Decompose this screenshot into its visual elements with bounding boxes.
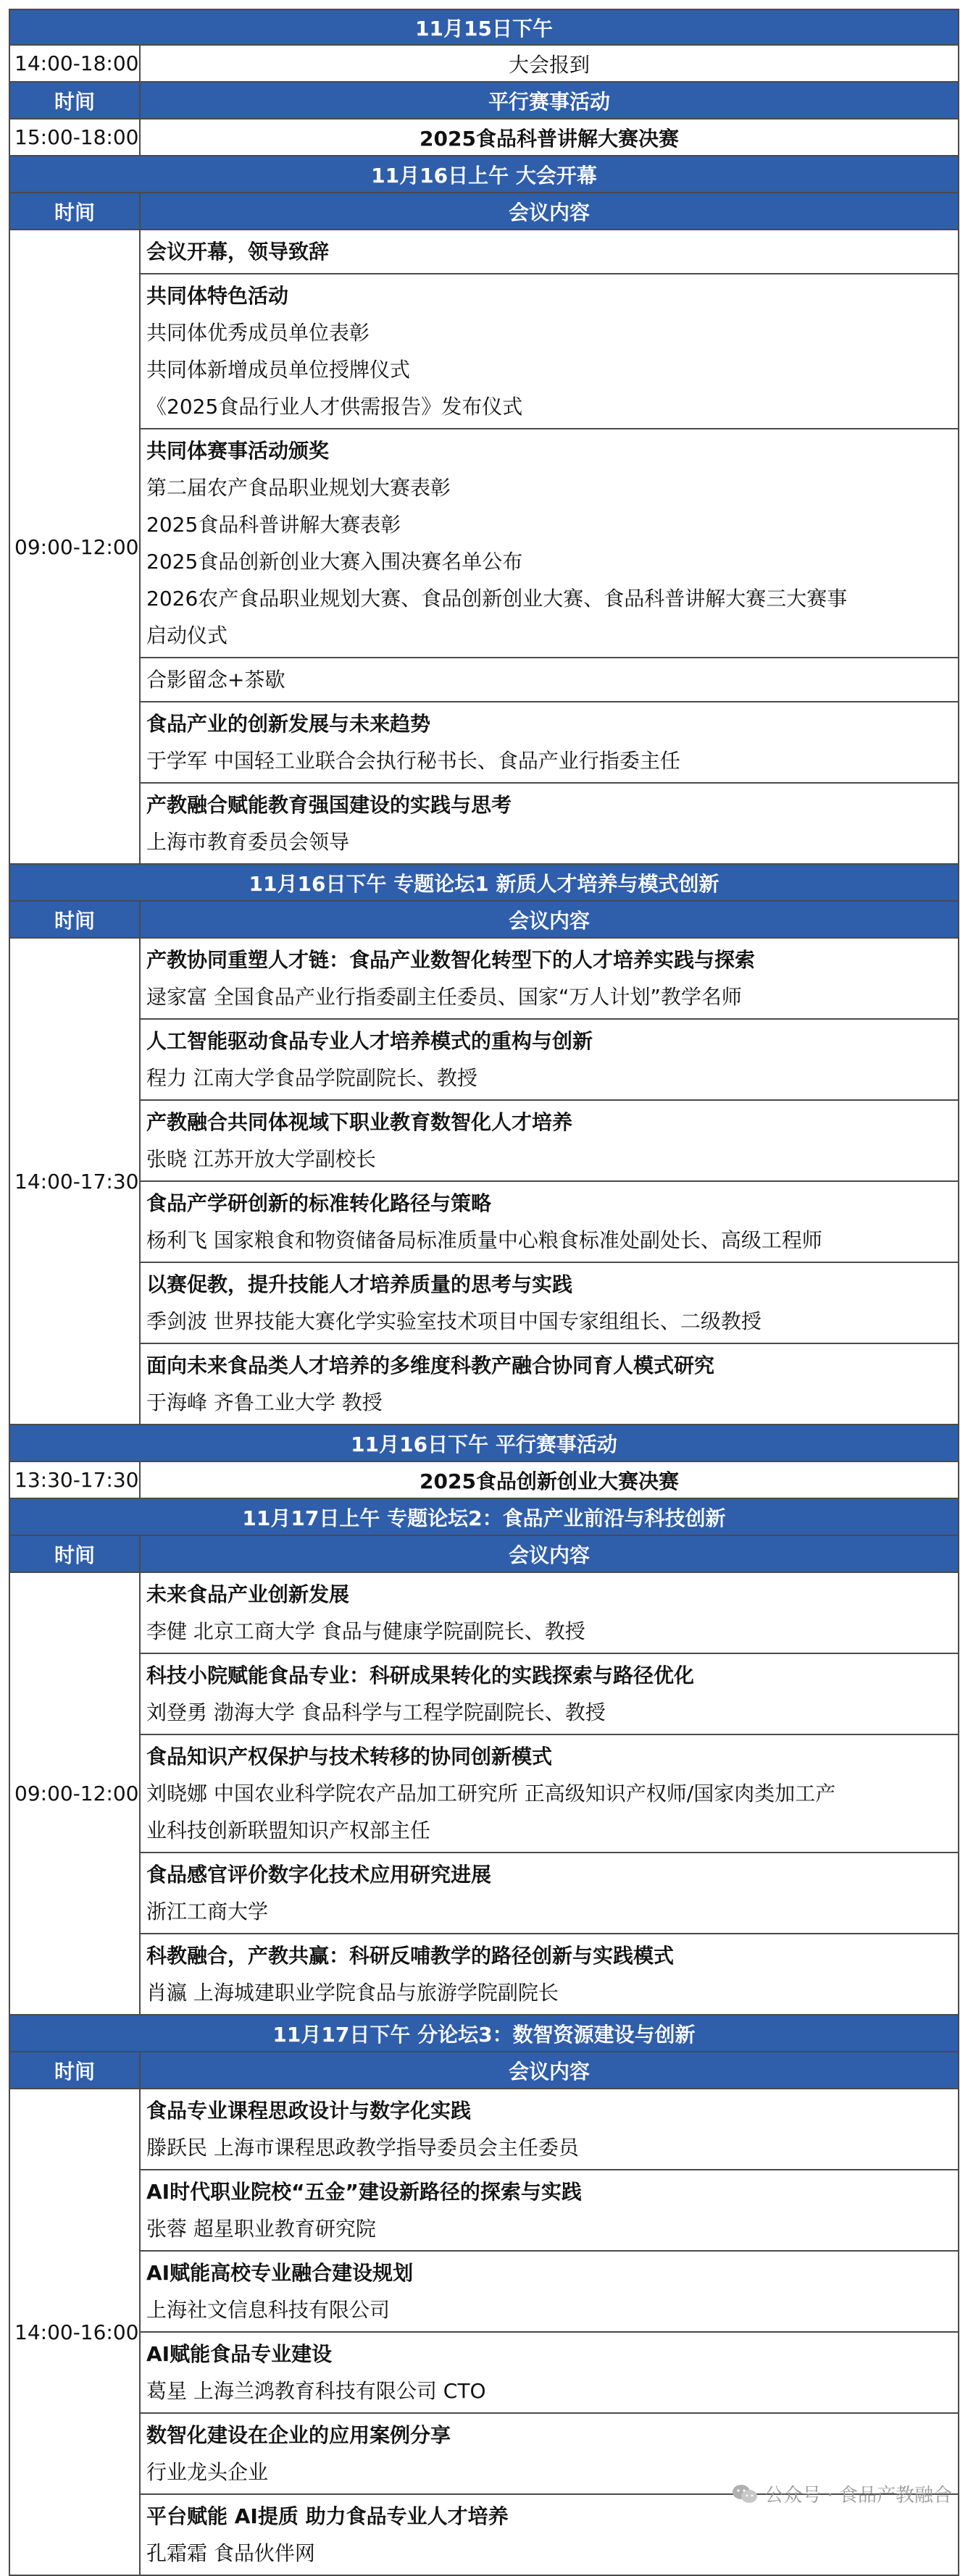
- agenda-title: AI赋能食品专业建设: [146, 2336, 955, 2372]
- agenda-detail: 张蓉 超星职业教育研究院: [146, 2210, 955, 2247]
- header-content: 会议内容: [141, 2052, 958, 2088]
- agenda-item: [141, 2089, 958, 2170]
- agenda-item: [141, 702, 958, 784]
- agenda-item: [141, 230, 958, 274]
- agenda-item: [141, 2333, 958, 2414]
- time-cell: 14:00-17:30: [10, 939, 141, 1424]
- schedule-block: [9, 939, 959, 1425]
- section-banner: 11月17日上午 专题论坛2：食品产业前沿与科技创新: [9, 1499, 959, 1536]
- agenda-detail: 第二届农产食品职业规划大赛表彰: [146, 469, 955, 506]
- agenda-item: [141, 658, 958, 702]
- agenda-item: [141, 274, 958, 429]
- agenda-detail: 业科技创新联盟知识产权部主任: [146, 1812, 955, 1849]
- agenda-detail: 行业龙头企业: [146, 2454, 955, 2491]
- header-time: 时间: [10, 193, 141, 229]
- agenda-detail: 杨利飞 国家粮食和物资储备局标准质量中心粮食标准处副处长、高级工程师: [146, 1222, 955, 1259]
- agenda-item: [141, 1182, 958, 1263]
- agenda-item: [141, 1853, 958, 1934]
- agenda-title: 科教融合，产教共赢：科研反哺教学的路径创新与实践模式: [146, 1937, 955, 1974]
- header-content: 会议内容: [141, 1536, 958, 1572]
- time-cell: 13:30-17:30: [10, 1462, 141, 1498]
- agenda-title: 人工智能驱动食品专业人才培养模式的重构与创新: [146, 1023, 955, 1060]
- agenda-title: 食品专业课程思政设计与数字化实践: [146, 2092, 955, 2129]
- time-cell: 15:00-18:00: [10, 119, 141, 155]
- agenda-item: [141, 429, 958, 658]
- header-content: 会议内容: [141, 193, 958, 229]
- header-time: 时间: [10, 2052, 141, 2088]
- agenda-title: AI时代职业院校“五金”建设新路径的探索与实践: [146, 2173, 955, 2210]
- agenda-title: 产教协同重塑人才链：食品产业数智化转型下的人才培养实践与探索: [146, 941, 955, 978]
- agenda-detail: 于海峰 齐鲁工业大学 教授: [146, 1384, 955, 1421]
- agenda-detail: 孔霜霜 食品伙伴网: [146, 2535, 955, 2572]
- agenda-detail: 季剑波 世界技能大赛化学实验室技术项目中国专家组组长、二级教授: [146, 1303, 955, 1340]
- agenda-detail: 李健 北京工商大学 食品与健康学院副院长、教授: [146, 1613, 955, 1650]
- agenda-item: [141, 1573, 958, 1654]
- time-cell: 14:00-18:00: [10, 46, 141, 81]
- agenda-item: [141, 784, 958, 863]
- header-content: 会议内容: [141, 902, 958, 937]
- agenda-detail: 张晓 江苏开放大学副校长: [146, 1141, 955, 1178]
- agenda-title: 产教融合共同体视域下职业教育数智化人才培养: [146, 1104, 955, 1141]
- column-header-row: [9, 193, 959, 230]
- header-time: 时间: [10, 83, 141, 118]
- agenda-detail: 刘登勇 渤海大学 食品科学与工程学院副院长、教授: [146, 1694, 955, 1731]
- content-cell: 2025食品科普讲解大赛决赛: [141, 119, 958, 155]
- agenda-item: [141, 1263, 958, 1344]
- agenda-title: AI赋能高校专业融合建设规划: [146, 2254, 955, 2291]
- agenda-detail: 共同体优秀成员单位表彰: [146, 314, 955, 351]
- header-content: 平行赛事活动: [141, 83, 958, 118]
- agenda-detail: 程力 江南大学食品学院副院长、教授: [146, 1060, 955, 1096]
- agenda-detail: 浙江工商大学: [146, 1893, 955, 1930]
- agenda-item: [141, 1654, 958, 1735]
- schedule-table: [9, 9, 959, 2576]
- agenda-detail: 《2025食品行业人才供需报告》发布仪式: [146, 388, 955, 425]
- agenda-title: 食品产学研创新的标准转化路径与策略: [146, 1185, 955, 1222]
- agenda-title: 科技小院赋能食品专业：科研成果转化的实践探索与路径优化: [146, 1657, 955, 1694]
- column-header-row: [9, 902, 959, 939]
- header-time: 时间: [10, 902, 141, 937]
- content-column: [141, 230, 958, 863]
- agenda-item: [141, 939, 958, 1020]
- header-time: 时间: [10, 1536, 141, 1572]
- agenda-detail: 滕跃民 上海市课程思政教学指导委员会主任委员: [146, 2129, 955, 2166]
- section-banner: 11月16日上午 大会开幕: [9, 156, 959, 193]
- watermark: [731, 2480, 952, 2507]
- agenda-item: [141, 1934, 958, 2014]
- column-header-row: [9, 83, 959, 119]
- schedule-block: [9, 230, 959, 865]
- agenda-detail: 2025食品科普讲解大赛表彰: [146, 506, 955, 543]
- agenda-detail: 上海市教育委员会领导: [146, 823, 955, 860]
- agenda-title: 数智化建设在企业的应用案例分享: [146, 2417, 955, 2454]
- agenda-title: 食品产业的创新发展与未来趋势: [146, 705, 955, 742]
- agenda-title: 产教融合赋能教育强国建设的实践与思考: [146, 786, 955, 823]
- schedule-row: [9, 46, 959, 83]
- agenda-title: 未来食品产业创新发展: [146, 1576, 955, 1613]
- agenda-detail: 合影留念+茶歇: [146, 661, 955, 698]
- agenda-title: 共同体赛事活动颁奖: [146, 432, 955, 469]
- agenda-detail: 于学军 中国轻工业联合会执行秘书长、食品产业行指委主任: [146, 742, 955, 779]
- agenda-item: [141, 2170, 958, 2252]
- watermark-text: 公众号 · 食品产教融合: [764, 2480, 952, 2507]
- schedule-block: [9, 1573, 959, 2015]
- section-banner: 11月16日下午 平行赛事活动: [9, 1425, 959, 1462]
- agenda-detail: 共同体新增成员单位授牌仪式: [146, 351, 955, 388]
- agenda-title: 面向未来食品类人才培养的多维度科教产融合协同育人模式研究: [146, 1347, 955, 1384]
- time-cell: 14:00-16:00: [10, 2089, 141, 2575]
- wechat-icon: [731, 2483, 759, 2505]
- time-cell: 09:00-12:00: [10, 1573, 141, 2014]
- agenda-title: 以赛促教，提升技能人才培养质量的思考与实践: [146, 1266, 955, 1303]
- content-column: [141, 939, 958, 1424]
- agenda-title: 食品感官评价数字化技术应用研究进展: [146, 1856, 955, 1893]
- agenda-detail: 2025食品创新创业大赛入围决赛名单公布: [146, 543, 955, 580]
- agenda-item: [141, 1735, 958, 1853]
- agenda-detail: 上海社文信息科技有限公司: [146, 2291, 955, 2328]
- column-header-row: [9, 2052, 959, 2089]
- agenda-detail: 逯家富 全国食品产业行指委副主任委员、国家“万人计划”教学名师: [146, 978, 955, 1015]
- agenda-detail: 肖瀛 上海城建职业学院食品与旅游学院副院长: [146, 1974, 955, 2011]
- content-cell: 大会报到: [141, 46, 958, 81]
- section-banner: 11月16日下午 专题论坛1 新质人才培养与模式创新: [9, 865, 959, 902]
- agenda-detail: 2026农产食品职业规划大赛、食品创新创业大赛、食品科普讲解大赛三大赛事: [146, 580, 955, 617]
- time-cell: 09:00-12:00: [10, 230, 141, 863]
- agenda-item: [141, 1101, 958, 1182]
- agenda-item: [141, 2252, 958, 2333]
- agenda-title: 食品知识产权保护与技术转移的协同创新模式: [146, 1738, 955, 1775]
- column-header-row: [9, 1536, 959, 1573]
- agenda-title: 平台赋能 AI提质 助力食品专业人才培养: [146, 2498, 955, 2535]
- agenda-detail: 启动仪式: [146, 617, 955, 654]
- section-banner: 11月17日下午 分论坛3：数智资源建设与创新: [9, 2015, 959, 2052]
- agenda-item: [141, 1020, 958, 1101]
- schedule-row: [9, 119, 959, 156]
- section-banner: 11月15日下午: [9, 9, 959, 46]
- agenda-item: [141, 1344, 958, 1424]
- content-column: [141, 1573, 958, 2014]
- content-cell: 2025食品创新创业大赛决赛: [141, 1462, 958, 1498]
- agenda-detail: 葛星 上海兰鸿教育科技有限公司 CTO: [146, 2372, 955, 2409]
- agenda-detail: 刘晓娜 中国农业科学院农产品加工研究所 正高级知识产权师/国家肉类加工产: [146, 1775, 955, 1812]
- agenda-title: 共同体特色活动: [146, 277, 955, 314]
- agenda-title: 会议开幕，领导致辞: [146, 233, 955, 270]
- schedule-row: [9, 1462, 959, 1499]
